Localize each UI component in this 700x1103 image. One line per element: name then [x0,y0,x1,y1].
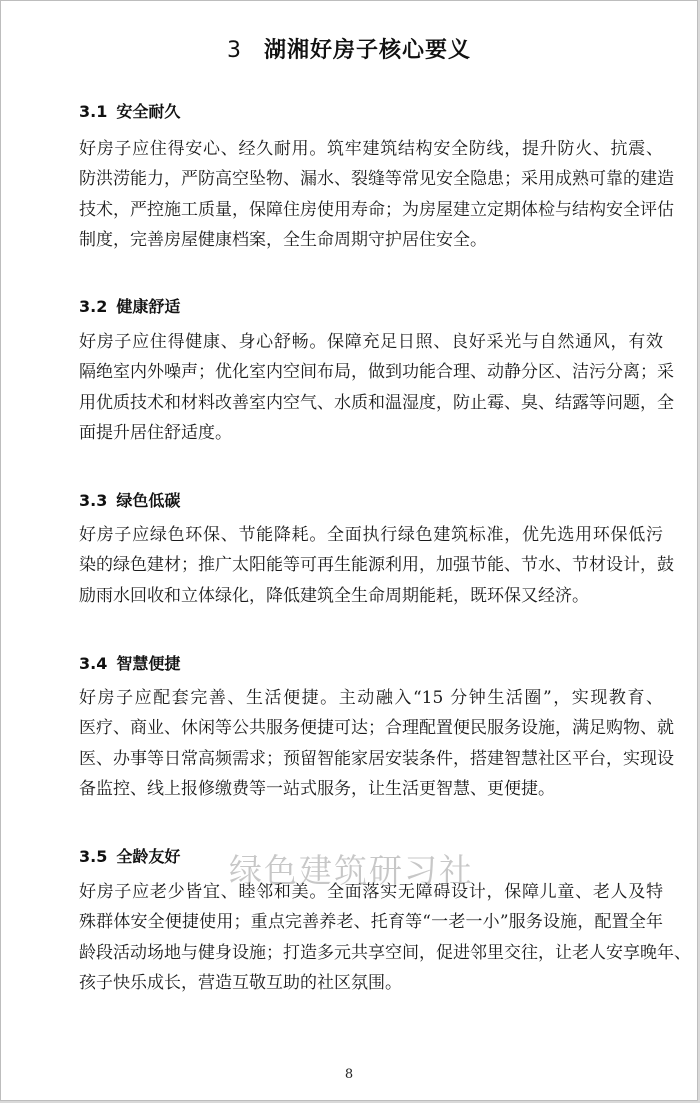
section-number: 3.3 [79,491,108,510]
paragraph-line: 好房子应老少皆宜、睦邻和美。全面落实无障碍设计，保障儿童、老人及特 [79,882,663,902]
paragraph-line: 龄段活动场地与健身设施；打造多元共享空间，促进邻里交往，让老人安享晚年、 [79,942,691,963]
paragraph-line: 好房子应配套完善、生活便捷。主动融入“15 分钟生活圈”，实现教育、 [79,688,663,708]
chapter-number: 3 [226,38,242,63]
section-heading [79,651,180,674]
section-paragraph [79,520,674,611]
section-paragraph [79,327,674,448]
section-paragraph [79,134,674,255]
section-title: 健康舒适 [116,297,181,316]
section-heading [79,488,180,511]
paragraph-line: 染的绿色建材；推广太阳能等可再生能源利用，加强节能、节水、节材设计，鼓 [79,555,674,576]
chapter-title-text: 湖湘好房子核心要义 [263,38,471,63]
paragraph-line: 医疗、商业、休闲等公共服务便捷可达；合理配置便民服务设施，满足购物、就 [79,718,674,739]
section-heading [79,294,180,317]
page-number: 8 [344,1067,354,1082]
paragraph-line: 用优质技术和材料改善室内空气、水质和温湿度，防止霉、臭、结露等问题，全 [79,392,674,413]
paragraph-line: 孩子快乐成长，营造互敬互助的社区氛围。 [79,972,402,993]
section-heading [79,99,180,122]
section-number: 3.1 [79,102,108,121]
section-title: 智慧便捷 [116,654,181,673]
paragraph-line: 制度，完善房屋健康档案，全生命周期守护居住安全。 [79,229,487,250]
chapter-title [1,33,697,64]
paragraph-line: 励雨水回收和立体绿化，降低建筑全生命周期能耗，既环保又经济。 [79,585,589,606]
paragraph-line: 殊群体安全便捷使用；重点完善养老、托育等“一老一小”服务设施，配置全年 [79,912,663,933]
section-number: 3.5 [79,847,108,866]
watermark: 绿色建筑研习社 [229,851,474,890]
paragraph-line: 隔绝室内外噪声；优化室内空间布局，做到功能合理、动静分区、洁污分离；采 [79,362,674,383]
section-number: 3.4 [79,654,108,673]
paragraph-line: 好房子应绿色环保、节能降耗。全面执行绿色建筑标准，优先选用环保低污 [79,525,663,545]
paragraph-line: 好房子应住得安心、经久耐用。筑牢建筑结构安全防线，提升防火、抗震、 [79,139,663,159]
paragraph-line: 医、办事等日常高频需求；预留智能家居安装条件，搭建智慧社区平台，实现设 [79,748,674,769]
paragraph-line: 面提升居住舒适度。 [79,422,232,443]
paragraph-line: 技术，严控施工质量，保障住房使用寿命；为房屋建立定期体检与结构安全评估 [79,199,674,220]
section-paragraph [79,877,691,998]
paragraph-line: 防洪涝能力，严防高空坠物、漏水、裂缝等常见安全隐患；采用成熟可靠的建造 [79,169,674,190]
section-heading [79,844,180,867]
section-number: 3.2 [79,297,108,316]
paragraph-line: 备监控、线上报修缴费等一站式服务，让生活更智慧、更便捷。 [79,778,555,799]
section-paragraph [79,683,674,804]
section-title: 绿色低碳 [116,491,181,510]
paragraph-line: 好房子应住得健康、身心舒畅。保障充足日照、良好采光与自然通风，有效 [79,332,663,352]
section-title: 全龄友好 [116,847,181,866]
section-title: 安全耐久 [116,102,181,121]
